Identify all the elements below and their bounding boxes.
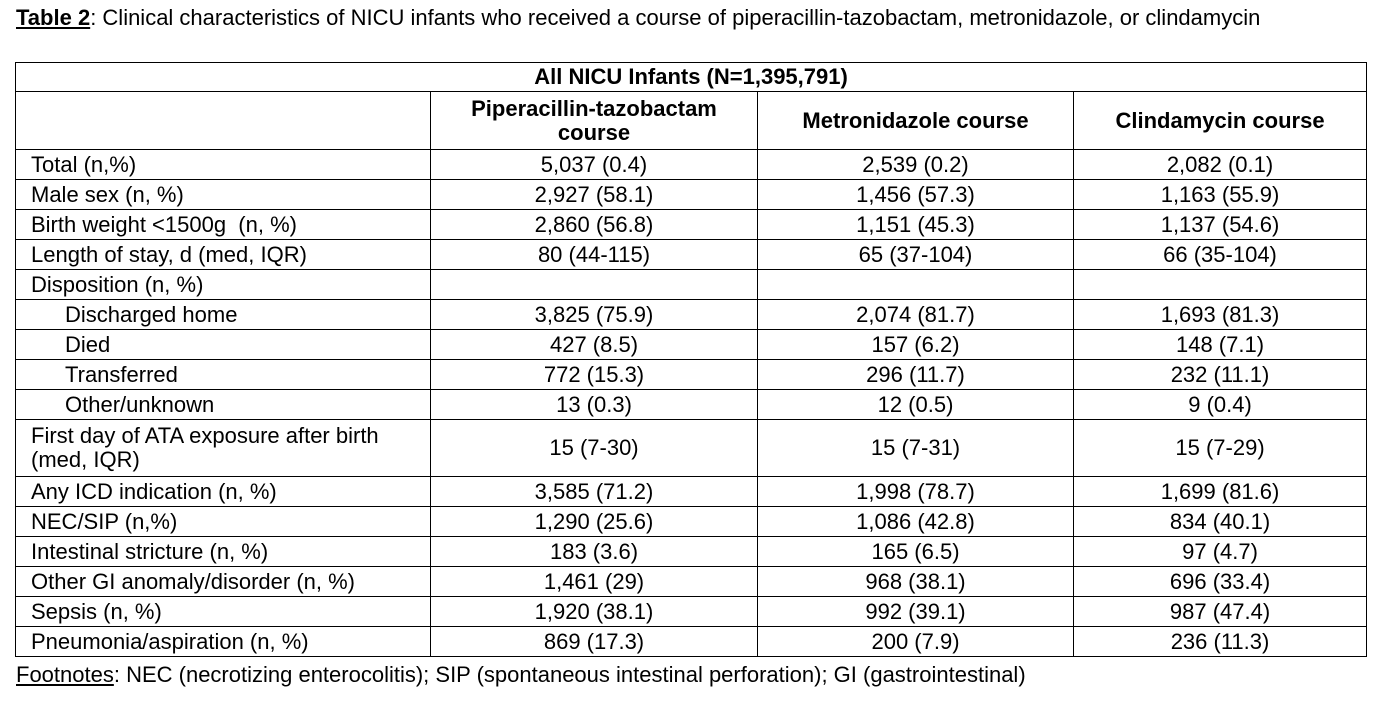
table-cell: 869 (17.3) bbox=[431, 627, 758, 657]
table-cell: 1,151 (45.3) bbox=[758, 210, 1074, 240]
table-cell: 992 (39.1) bbox=[758, 597, 1074, 627]
table-cell: 3,585 (71.2) bbox=[431, 477, 758, 507]
footnote-label: Footnotes bbox=[16, 662, 114, 687]
table-cell: 200 (7.9) bbox=[758, 627, 1074, 657]
table-cell: 968 (38.1) bbox=[758, 567, 1074, 597]
table-cell: 1,137 (54.6) bbox=[1074, 210, 1367, 240]
table-row bbox=[16, 210, 1367, 240]
table-cell: 1,920 (38.1) bbox=[431, 597, 758, 627]
table-cell: 12 (0.5) bbox=[758, 390, 1074, 420]
column-header: Piperacillin-tazobactam course bbox=[431, 92, 758, 150]
table-cell: 296 (11.7) bbox=[758, 360, 1074, 390]
caption-label: Table 2 bbox=[16, 5, 91, 30]
column-header: Metronidazole course bbox=[758, 92, 1074, 150]
table-cell: 3,825 (75.9) bbox=[431, 300, 758, 330]
table-cell: 232 (11.1) bbox=[1074, 360, 1367, 390]
table-row bbox=[16, 507, 1367, 537]
table-cell: 2,074 (81.7) bbox=[758, 300, 1074, 330]
table-cell: 1,086 (42.8) bbox=[758, 507, 1074, 537]
row-label: Length of stay, d (med, IQR) bbox=[16, 240, 431, 270]
table-row bbox=[16, 150, 1367, 180]
table-cell: 2,860 (56.8) bbox=[431, 210, 758, 240]
row-label: Discharged home bbox=[16, 300, 431, 330]
table-cell: 1,461 (29) bbox=[431, 567, 758, 597]
table-cell: 157 (6.2) bbox=[758, 330, 1074, 360]
table-row bbox=[16, 390, 1367, 420]
table-row bbox=[16, 477, 1367, 507]
row-label: Transferred bbox=[16, 360, 431, 390]
table-row bbox=[16, 537, 1367, 567]
row-label: Died bbox=[16, 330, 431, 360]
table-cell: 1,699 (81.6) bbox=[1074, 477, 1367, 507]
table-cell: 5,037 (0.4) bbox=[431, 150, 758, 180]
row-label: Total (n,%) bbox=[16, 150, 431, 180]
table-row bbox=[16, 360, 1367, 390]
table-cell: 2,082 (0.1) bbox=[1074, 150, 1367, 180]
row-label: Pneumonia/aspiration (n, %) bbox=[16, 627, 431, 657]
table-cell: 13 (0.3) bbox=[431, 390, 758, 420]
table-cell: 987 (47.4) bbox=[1074, 597, 1367, 627]
table-caption bbox=[16, 5, 1356, 30]
row-label: Any ICD indication (n, %) bbox=[16, 477, 431, 507]
table-cell: 696 (33.4) bbox=[1074, 567, 1367, 597]
column-header-row bbox=[16, 92, 1367, 150]
table-cell: 15 (7-29) bbox=[1074, 420, 1367, 477]
table-cell bbox=[758, 270, 1074, 300]
table-cell: 236 (11.3) bbox=[1074, 627, 1367, 657]
row-label: Other GI anomaly/disorder (n, %) bbox=[16, 567, 431, 597]
table-row bbox=[16, 627, 1367, 657]
row-label: Other/unknown bbox=[16, 390, 431, 420]
row-label: Intestinal stricture (n, %) bbox=[16, 537, 431, 567]
table-cell: 2,539 (0.2) bbox=[758, 150, 1074, 180]
table-cell: 2,927 (58.1) bbox=[431, 180, 758, 210]
table-cell: 65 (37-104) bbox=[758, 240, 1074, 270]
table-cell: 1,998 (78.7) bbox=[758, 477, 1074, 507]
group-header: All NICU Infants (N=1,395,791) bbox=[16, 63, 1367, 92]
table-footnote bbox=[16, 662, 1026, 687]
table-cell: 80 (44-115) bbox=[431, 240, 758, 270]
caption-text: : Clinical characteristics of NICU infants who received a course of piperacillin-tazobactam, metronidazole, or clindamycin bbox=[90, 5, 1261, 30]
table-row bbox=[16, 420, 1367, 477]
table-row bbox=[16, 180, 1367, 210]
table-cell bbox=[431, 270, 758, 300]
group-header-row bbox=[16, 63, 1367, 92]
clinical-characteristics-table bbox=[15, 62, 1367, 657]
table-row bbox=[16, 270, 1367, 300]
table-row bbox=[16, 330, 1367, 360]
table-cell: 15 (7-31) bbox=[758, 420, 1074, 477]
empty-header-cell bbox=[16, 92, 431, 150]
table-cell: 1,456 (57.3) bbox=[758, 180, 1074, 210]
row-label: NEC/SIP (n,%) bbox=[16, 507, 431, 537]
table-row bbox=[16, 567, 1367, 597]
footnote-text: : NEC (necrotizing enterocolitis); SIP (spontaneous intestinal perforation); GI (gastrointestinal) bbox=[113, 662, 1026, 687]
row-label: Birth weight <1500g (n, %) bbox=[16, 210, 431, 240]
table-row bbox=[16, 300, 1367, 330]
table-cell: 183 (3.6) bbox=[431, 537, 758, 567]
table-row bbox=[16, 597, 1367, 627]
table-cell: 427 (8.5) bbox=[431, 330, 758, 360]
table-cell: 1,290 (25.6) bbox=[431, 507, 758, 537]
row-label: Disposition (n, %) bbox=[16, 270, 431, 300]
table-row bbox=[16, 240, 1367, 270]
table-cell: 1,693 (81.3) bbox=[1074, 300, 1367, 330]
table-cell: 15 (7-30) bbox=[431, 420, 758, 477]
table-cell: 1,163 (55.9) bbox=[1074, 180, 1367, 210]
table-cell bbox=[1074, 270, 1367, 300]
table-cell: 165 (6.5) bbox=[758, 537, 1074, 567]
table-cell: 148 (7.1) bbox=[1074, 330, 1367, 360]
row-label: Male sex (n, %) bbox=[16, 180, 431, 210]
table-cell: 834 (40.1) bbox=[1074, 507, 1367, 537]
table-cell: 772 (15.3) bbox=[431, 360, 758, 390]
table-cell: 66 (35-104) bbox=[1074, 240, 1367, 270]
row-label: First day of ATA exposure after birth (med, IQR) bbox=[16, 420, 431, 477]
table-cell: 97 (4.7) bbox=[1074, 537, 1367, 567]
row-label: Sepsis (n, %) bbox=[16, 597, 431, 627]
column-header: Clindamycin course bbox=[1074, 92, 1367, 150]
table-cell: 9 (0.4) bbox=[1074, 390, 1367, 420]
